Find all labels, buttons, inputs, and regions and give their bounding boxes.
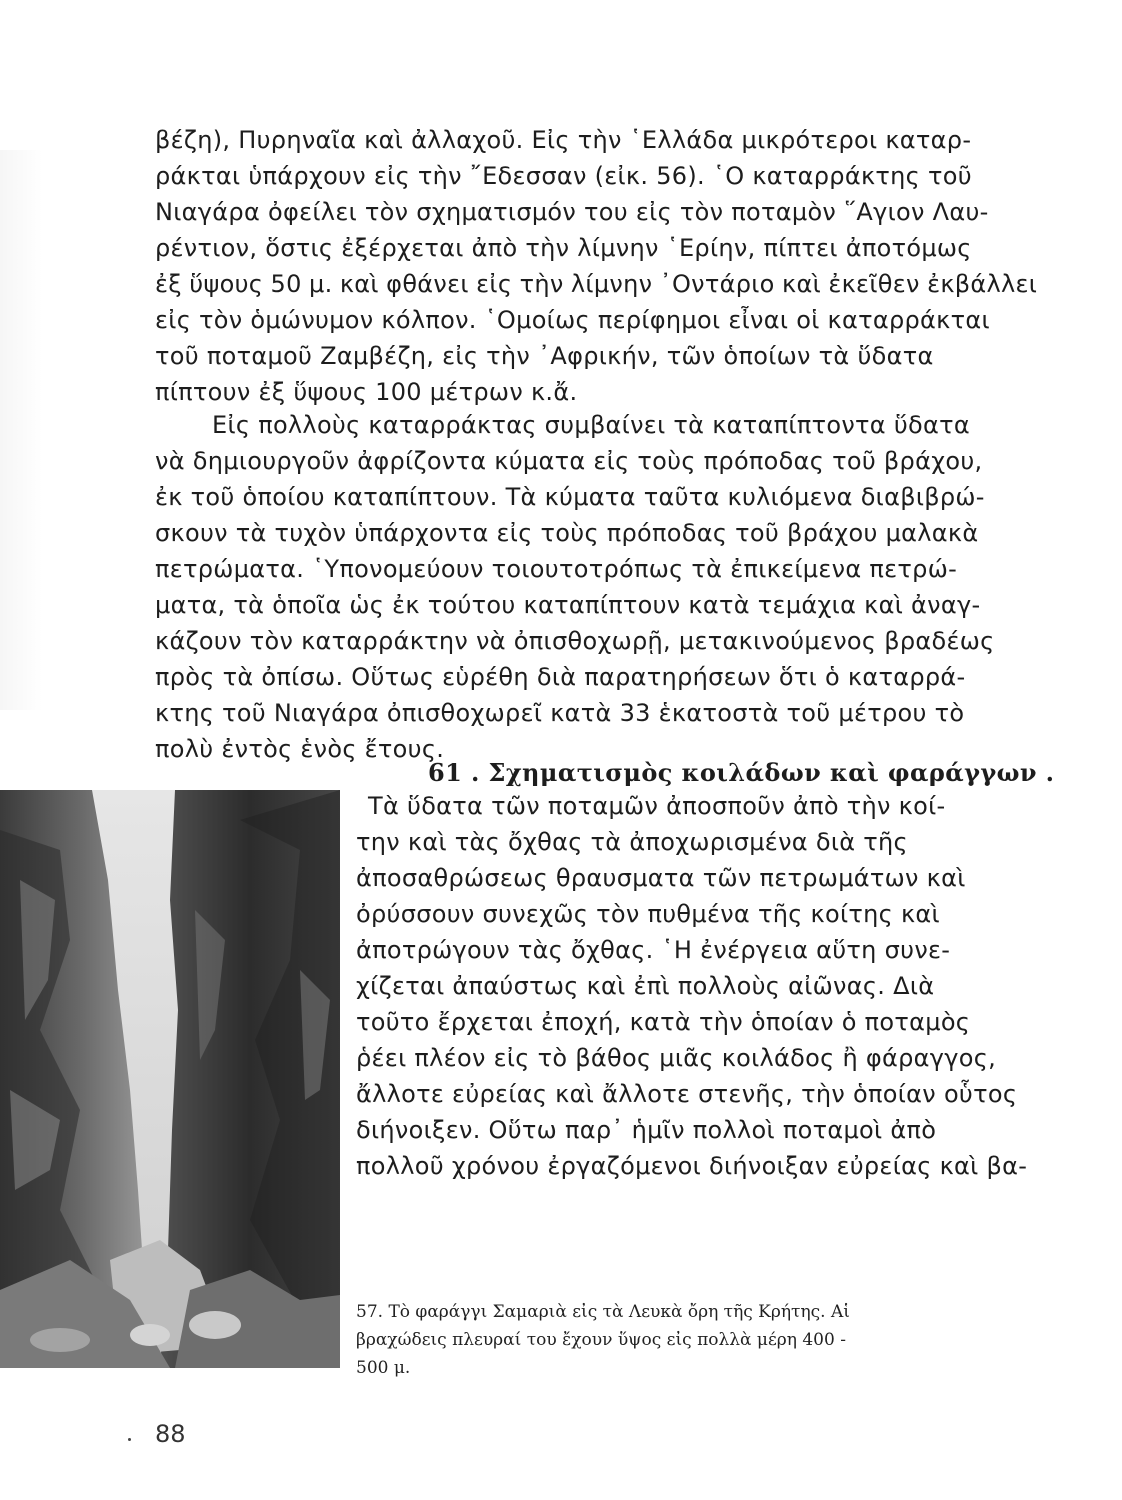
bleed-through-shadow (0, 150, 42, 710)
text-line: ἀποσαθρώσεως θραυσματα τῶν πετρωμάτων καὶ (356, 864, 966, 892)
margin-mark (128, 1438, 131, 1441)
section-heading: 61 . Σχηματισμὸς κοιλάδων καὶ φαράγγων . (428, 758, 1055, 787)
caption-line: βραχώδεις πλευραί του ἔχουν ὕψος εἰς πολλὰ μέρη 400 - (356, 1330, 846, 1350)
text-line: πίπτουν ἐξ ὕψους 100 μέτρων κ.ἄ. (155, 378, 578, 406)
text-line: ἐξ ὕψους 50 μ. καὶ φθάνει εἰς τὴν λίμνην ᾿Οντάριο καὶ ἐκεῖθεν ἐκβάλλει (155, 270, 1038, 298)
text-line: πολλοῦ χρόνου ἐργαζόμενοι διήνοιξαν εὐρείας καὶ βα- (356, 1152, 1028, 1180)
text-line: τοῦ ποταμοῦ Ζαμβέζη, εἰς τὴν ᾿Αφρικήν, τῶν ὁποίων τὰ ὕδατα (155, 342, 934, 370)
text-line: ρέντιον, ὅστις ἐξέρχεται ἀπὸ τὴν λίμνην ῾Ερίην, πίπτει ἀποτόμως (155, 234, 972, 262)
text-line: ράκται ὑπάρχουν εἰς τὴν ῎Εδεσσαν (εἰκ. 56). ῾Ο καταρράκτης τοῦ (155, 162, 972, 190)
text-line: πρὸς τὰ ὀπίσω. Οὕτως εὑρέθη διὰ παρατηρήσεων ὅτι ὁ καταρρά- (155, 663, 966, 691)
text-line: σκουν τὰ τυχὸν ὑπάρχοντα εἰς τοὺς πρόποδας τοῦ βράχου μαλακὰ (155, 519, 979, 547)
page-number: 88 (155, 1420, 186, 1448)
text-line: χίζεται ἀπαύστως καὶ ἐπὶ πολλοὺς αἰῶνας. Διὰ (356, 972, 935, 1000)
gorge-photo (0, 790, 340, 1368)
text-line: βέζη), Πυρηναῖα καὶ ἀλλαχοῦ. Εἰς τὴν ῾Ελλάδα μικρότεροι καταρ- (155, 126, 972, 154)
text-line: ὀρύσσουν συνεχῶς τὸν πυθμένα τῆς κοίτης καὶ (356, 900, 940, 928)
text-line: την καὶ τὰς ὄχθας τὰ ἀποχωρισμένα διὰ τῆς (356, 828, 908, 856)
caption-line: 500 μ. (356, 1358, 411, 1378)
text-line: ἐκ τοῦ ὁποίου καταπίπτουν. Τὰ κύματα ταῦτα κυλιόμενα διαβιβρώ- (155, 483, 985, 511)
text-line: τοῦτο ἔρχεται ἐποχή, κατὰ τὴν ὁποίαν ὁ ποταμὸς (356, 1008, 971, 1036)
text-line: διήνοιξεν. Οὕτω παρ᾿ ἡμῖν πολλοὶ ποταμοὶ ἀπὸ (356, 1116, 937, 1144)
text-line: πολὺ ἐντὸς ἑνὸς ἔτους. (155, 735, 445, 763)
text-line: πετρώματα. ῾Υπονομεύουν τοιουτοτρόπως τὰ ἐπικείμενα πετρώ- (155, 555, 958, 583)
text-line: εἰς τὸν ὁμώνυμον κόλπον. ῾Ομοίως περίφημοι εἶναι οἱ καταρράκται (155, 306, 990, 334)
text-line: ῥέει πλέον εἰς τὸ βάθος μιᾶς κοιλάδος ἢ φάραγγος, (356, 1044, 997, 1072)
text-line: κτης τοῦ Νιαγάρα ὀπισθοχωρεῖ κατὰ 33 ἑκατοστὰ τοῦ μέτρου τὸ (155, 699, 965, 727)
text-line: Τὰ ὕδατα τῶν ποταμῶν ἀποσποῦν ἀπὸ τὴν κοί- (368, 792, 946, 820)
text-line: ἀποτρώγουν τὰς ὄχθας. ῾Η ἐνέργεια αὕτη συνε- (356, 936, 951, 964)
text-line: ἄλλοτε εὐρείας καὶ ἄλλοτε στενῆς, τὴν ὁποίαν οὗτος (356, 1080, 1018, 1108)
text-line: νὰ δημιουργοῦν ἀφρίζοντα κύματα εἰς τοὺς πρόποδας τοῦ βράχου, (155, 447, 983, 475)
caption-line: 57. Τὸ φαράγγι Σαμαριὰ εἰς τὰ Λευκὰ ὄρη τῆς Κρήτης. Αἱ (356, 1302, 850, 1322)
text-line: ματα, τὰ ὁποῖα ὡς ἐκ τούτου καταπίπτουν κατὰ τεμάχια καὶ ἀναγ- (155, 591, 981, 619)
text-line: Νιαγάρα ὀφείλει τὸν σχηματισμόν του εἰς τὸν ποταμὸν ῞Αγιον Λαυ- (155, 198, 989, 226)
text-line: Εἰς πολλοὺς καταρράκτας συμβαίνει τὰ καταπίπτοντα ὕδατα (212, 411, 970, 439)
text-line: κάζουν τὸν καταρράκτην νὰ ὀπισθοχωρῇ, μετακινούμενος βραδέως (155, 627, 995, 655)
